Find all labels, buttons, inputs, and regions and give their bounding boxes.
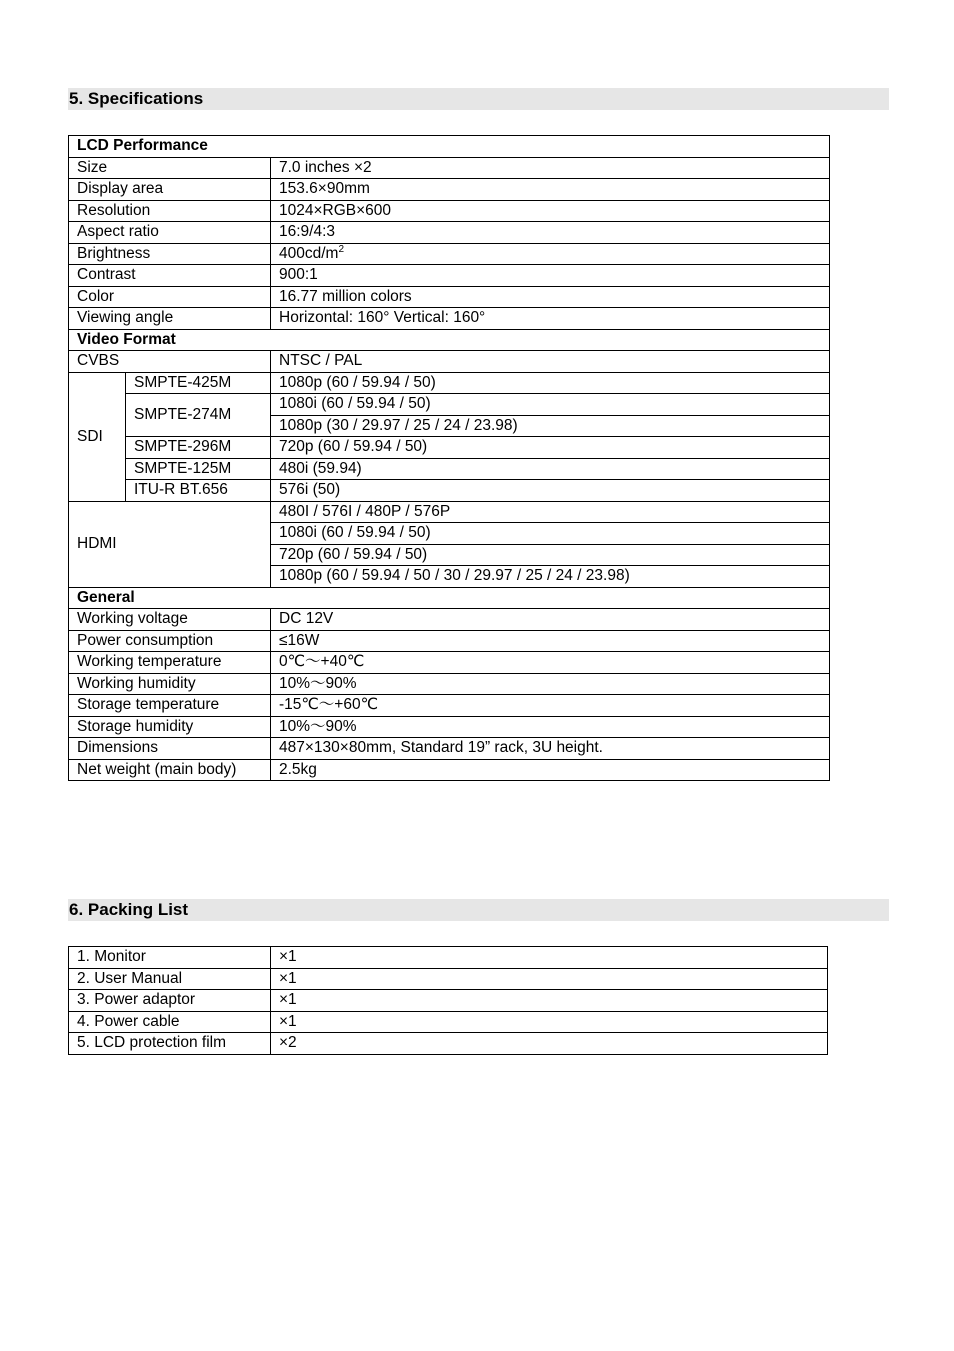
table-row (69, 179, 830, 201)
spec-label: Dimensions (69, 738, 271, 760)
packing-item: 1. Monitor (69, 947, 271, 969)
table-row (69, 1033, 828, 1055)
table-row (69, 759, 830, 781)
spec-value: ≤16W (271, 630, 830, 652)
table-row (69, 394, 830, 416)
spec-value: 487×130×80mm, Standard 19” rack, 3U height. (271, 738, 830, 760)
sdi-standard: ITU-R BT.656 (126, 480, 271, 502)
packing-qty: ×1 (271, 1011, 828, 1033)
spec-value: 7.0 inches ×2 (271, 157, 830, 179)
packing-item: 5. LCD protection film (69, 1033, 271, 1055)
section-heading-specifications: 5. Specifications (68, 88, 889, 110)
table-row (69, 990, 828, 1012)
spec-label: Storage temperature (69, 695, 271, 717)
spec-value: 16.77 million colors (271, 286, 830, 308)
brightness-value: 400cd/m (279, 244, 339, 262)
table-row (69, 609, 830, 631)
spec-label: Working temperature (69, 652, 271, 674)
hdmi-label: HDMI (69, 501, 271, 587)
spec-value: DC 12V (271, 609, 830, 631)
table-row (69, 222, 830, 244)
specifications-table (68, 135, 830, 781)
table-row (69, 351, 830, 373)
table-row (69, 458, 830, 480)
table-row (69, 136, 830, 158)
table-row (69, 652, 830, 674)
spec-label: Storage humidity (69, 716, 271, 738)
packing-qty: ×1 (271, 947, 828, 969)
table-row (69, 501, 830, 523)
spec-value: -15℃～+60℃ (271, 695, 830, 717)
group-header-video: Video Format (69, 329, 830, 351)
spec-value: 16:9/4:3 (271, 222, 830, 244)
spec-label: Aspect ratio (69, 222, 271, 244)
table-row (69, 587, 830, 609)
spec-value: 1080i (60 / 59.94 / 50) (271, 394, 830, 416)
table-row (69, 329, 830, 351)
table-row (69, 673, 830, 695)
table-row (69, 630, 830, 652)
spec-label: Net weight (main body) (69, 759, 271, 781)
spec-value: Horizontal: 160° Vertical: 160° (271, 308, 830, 330)
spec-label: Viewing angle (69, 308, 271, 330)
spec-value: 153.6×90mm (271, 179, 830, 201)
spec-value: 1024×RGB×600 (271, 200, 830, 222)
sdi-standard: SMPTE-425M (126, 372, 271, 394)
spec-value: 1080p (30 / 29.97 / 25 / 24 / 23.98) (271, 415, 830, 437)
spec-label: CVBS (69, 351, 271, 373)
table-row (69, 947, 828, 969)
table-row (69, 286, 830, 308)
packing-list-table (68, 946, 828, 1055)
spec-label: Working humidity (69, 673, 271, 695)
spec-label: Brightness (69, 243, 271, 265)
table-row (69, 200, 830, 222)
packing-item: 2. User Manual (69, 968, 271, 990)
spec-label: Resolution (69, 200, 271, 222)
packing-qty: ×1 (271, 968, 828, 990)
table-row (69, 437, 830, 459)
spec-value: 480i (59.94) (271, 458, 830, 480)
packing-item: 3. Power adaptor (69, 990, 271, 1012)
spec-value: 720p (60 / 59.94 / 50) (271, 437, 830, 459)
spec-value: NTSC / PAL (271, 351, 830, 373)
spec-value: 10%～90% (271, 673, 830, 695)
packing-item: 4. Power cable (69, 1011, 271, 1033)
table-row (69, 1011, 828, 1033)
spec-value: 480I / 576I / 480P / 576P (271, 501, 830, 523)
spec-value: 1080p (60 / 59.94 / 50 / 30 / 29.97 / 25 / 24 / 23.98) (271, 566, 830, 588)
sdi-standard: SMPTE-274M (126, 394, 271, 437)
table-row (69, 265, 830, 287)
spec-value: 576i (50) (271, 480, 830, 502)
superscript: 2 (338, 243, 345, 255)
sdi-label: SDI (69, 372, 126, 501)
group-header-lcd: LCD Performance (69, 136, 830, 158)
spec-value: 720p (60 / 59.94 / 50) (271, 544, 830, 566)
spec-value: 2.5kg (271, 759, 830, 781)
table-row (69, 480, 830, 502)
sdi-standard: SMPTE-296M (126, 437, 271, 459)
packing-qty: ×2 (271, 1033, 828, 1055)
spec-label: Display area (69, 179, 271, 201)
group-header-general: General (69, 587, 830, 609)
table-row (69, 968, 828, 990)
table-row (69, 716, 830, 738)
spec-value: 1080p (60 / 59.94 / 50) (271, 372, 830, 394)
spec-label: Power consumption (69, 630, 271, 652)
spec-label: Color (69, 286, 271, 308)
spec-label: Working voltage (69, 609, 271, 631)
spec-value: 0℃～+40℃ (271, 652, 830, 674)
spec-value (271, 243, 830, 265)
table-row (69, 372, 830, 394)
table-row (69, 308, 830, 330)
table-row (69, 243, 830, 265)
table-row (69, 738, 830, 760)
spec-label: Size (69, 157, 271, 179)
spec-value: 10%～90% (271, 716, 830, 738)
section-heading-packing-list: 6. Packing List (68, 899, 889, 921)
spec-value: 900:1 (271, 265, 830, 287)
packing-qty: ×1 (271, 990, 828, 1012)
spec-label: Contrast (69, 265, 271, 287)
spec-value: 1080i (60 / 59.94 / 50) (271, 523, 830, 545)
table-row (69, 157, 830, 179)
table-row (69, 695, 830, 717)
sdi-standard: SMPTE-125M (126, 458, 271, 480)
